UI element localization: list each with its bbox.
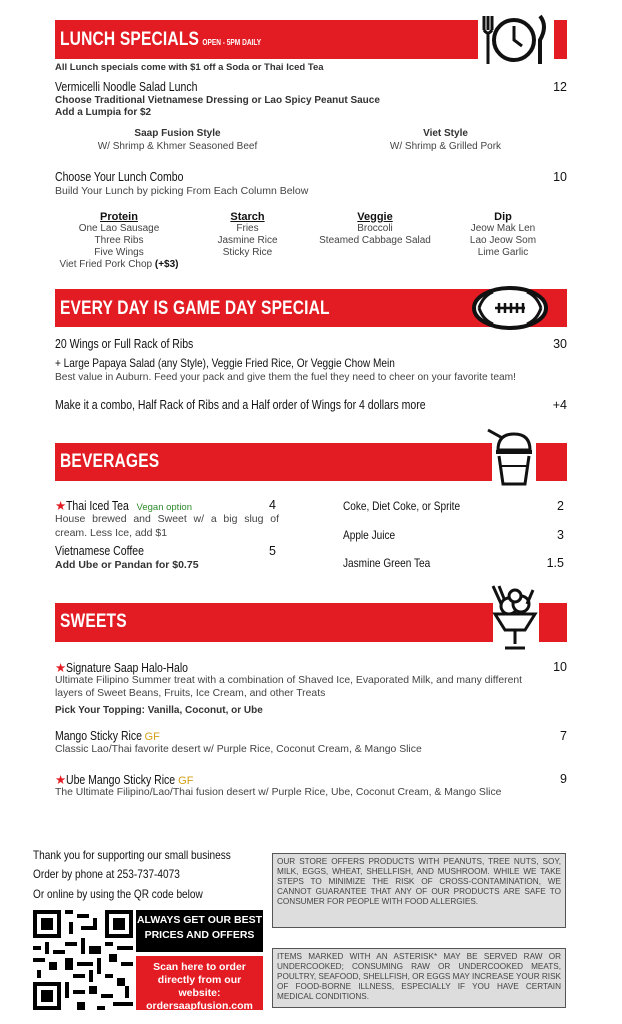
column-item: Jasmine Rice <box>217 235 278 246</box>
lunch-combo: Choose Your Lunch Combo <box>55 170 184 184</box>
column-starch <box>200 211 295 259</box>
lunch-combo-price: 10 <box>553 170 567 184</box>
column-protein <box>52 211 186 271</box>
column-veggie <box>312 211 438 247</box>
gameday-combo-price: +4 <box>552 398 567 412</box>
thanks-text: Thank you for supporting our small business <box>33 848 231 862</box>
gameday-combo: Make it a combo, Half Rack of Ribs and a Half order of Wings for 4 dollars more <box>55 398 426 412</box>
column-item: Steamed Cabbage Salad <box>319 235 431 246</box>
column-item: Viet Fried Pork Chop <box>59 259 153 270</box>
ube-mango-sticky-rice-desc: The Ultimate Filipino/Lao/Thai fusion desert w/ Purple Rice, Ube, Coconut Cream, & Mango Slice <box>55 787 502 798</box>
vermicelli-price: 12 <box>553 80 567 94</box>
soda: Coke, Diet Coke, or Sprite <box>343 499 461 513</box>
section-title: EVERY DAY IS GAME DAY SPECIAL <box>60 298 330 319</box>
asterisk-star: ★ <box>55 661 67 675</box>
lunch-note: All Lunch specials come with $1 off a Soda or Thai Iced Tea <box>55 62 324 73</box>
style-name: Saap Fusion Style <box>134 128 221 139</box>
section-title: LUNCH SPECIALS <box>60 29 200 50</box>
column-item: Broccoli <box>357 223 393 234</box>
column-item: Fries <box>236 223 259 234</box>
style-desc: W/ Shrimp & Grilled Pork <box>389 141 502 152</box>
column-header: Protein <box>100 211 138 223</box>
section-subtitle: OPEN - 5PM DAILY <box>202 38 262 47</box>
vermicelli-lunch: Vermicelli Noodle Salad Lunch <box>55 80 198 94</box>
gameday-price: 30 <box>553 337 567 351</box>
plate-fork-knife-icon <box>478 12 554 68</box>
football-icon <box>471 283 549 333</box>
gameday-wings-ribs: 20 Wings or Full Rack of Ribs <box>55 337 194 351</box>
column-item: Sticky Rice <box>222 247 273 258</box>
asterisk-star: ★ <box>55 499 67 513</box>
style-desc: W/ Shrimp & Khmer Seasoned Beef <box>97 141 258 152</box>
apple-juice: Apple Juice <box>343 528 396 542</box>
column-header: Starch <box>230 211 265 223</box>
sundae-icon <box>487 584 543 652</box>
column-header: Dip <box>494 211 512 223</box>
apple-juice-price: 3 <box>557 528 564 542</box>
mango-sticky-rice-price: 7 <box>560 729 567 743</box>
halo-halo-desc: Ultimate Filipino Summer treat with a combination of Shaved Ice, Evaporated Milk, and many different <box>55 675 523 686</box>
vegan-option-badge: Vegan option <box>136 502 193 513</box>
soda-price: 2 <box>557 499 564 513</box>
drink-cup-icon <box>482 426 544 488</box>
order-online: Or online by using the QR code below <box>33 887 203 901</box>
coffee-addon: Add Ube or Pandan for $0.75 <box>55 559 199 571</box>
style-name: Viet Style <box>423 128 468 139</box>
scan-order-box[interactable] <box>136 956 263 1010</box>
ube-mango-sticky-rice-price: 9 <box>560 772 567 786</box>
lunch-combo-desc: Build Your Lunch by picking From Each Column Below <box>55 185 309 197</box>
vermicelli-dressing: Choose Traditional Vietnamese Dressing or Lao Spicy Peanut Sauce <box>55 95 380 106</box>
jasmine-green-tea: Jasmine Green Tea <box>343 556 431 570</box>
halo-halo-price: 10 <box>553 660 567 674</box>
jasmine-green-tea-price: 1.5 <box>546 556 564 570</box>
halo-halo-desc-2: layers of Sweet Beans, Fruits, Ice Cream, and other Treats <box>55 688 326 699</box>
column-item: Jeow Mak Len <box>470 223 536 234</box>
section-title: BEVERAGES <box>60 451 160 472</box>
thai-iced-tea: Thai Iced Tea <box>66 499 130 513</box>
column-item: Five Wings <box>94 247 144 258</box>
gluten-free-badge: GF <box>178 775 194 787</box>
column-item: Three Ribs <box>94 235 144 246</box>
column-item: Lime Garlic <box>477 247 529 258</box>
scan-text: Scan here to order directly from our website: <box>153 961 246 999</box>
thai-iced-tea-desc: House brewed and Sweet w/ a big slug of cream. Less Ice, add $1 <box>55 513 279 539</box>
gameday-sides: + Large Papaya Salad (any Style), Veggie Fried Rice, Or Veggie Chow Mein <box>55 356 395 370</box>
mango-sticky-rice: Mango Sticky Rice <box>55 729 142 743</box>
qr-code-icon[interactable] <box>33 910 133 1010</box>
vermicelli-lumpia: Add a Lumpia for $2 <box>55 107 152 118</box>
gameday-desc: Best value in Auburn. Feed your pack and give them the fuel they need to cheer on your favorite team! <box>55 372 516 383</box>
style-saap-fusion <box>80 128 275 152</box>
section-title: SWEETS <box>60 611 127 632</box>
website-link[interactable]: ordersaapfusion.com <box>146 1000 253 1012</box>
column-header: Veggie <box>357 211 393 223</box>
allergy-disclaimer: OUR STORE OFFERS PRODUCTS WITH PEANUTS, TREE NUTS, SOY, MILK, EGGS, WHEAT, SHELLFISH, AND MUSHROOM. WHILE WE TAKE STEPS TO MINIMIZE THE RISK OF CROSS-CONTAMINATION, WE CANNOT GUARANTEE THAT ANY OF OUR PRODUCTS ARE SAFE TO CONSUMER FOR PEOPLE WITH FOOD ALLERGIES. <box>272 853 566 928</box>
mango-sticky-rice-desc: Classic Lao/Thai favorite desert w/ Purple Rice, Coconut Cream, & Mango Slice <box>55 744 422 755</box>
raw-food-disclaimer: ITEMS MARKED WITH AN ASTERISK* MAY BE SERVED RAW OR UNDERCOOKED; CONSUMING RAW OR UNDERCOOKED MEATS, POULTRY, SEAFOOD, SHELLFISH, OR EGGS MAY INCREASE YOUR RISK OF FOOD-BORNE ILLNESS, ESPECIALLY IF YOU HAVE CERTAIN MEDICAL CONDITIONS. <box>272 948 566 1008</box>
vietnamese-coffee-price: 5 <box>269 544 276 558</box>
column-item: Lao Jeow Som <box>469 235 537 246</box>
halo-halo-topping: Pick Your Topping: Vanilla, Coconut, or Ube <box>55 705 263 716</box>
thai-iced-tea-price: 4 <box>269 498 276 512</box>
asterisk-star: ★ <box>55 773 67 787</box>
order-phone: Order by phone at 253-737-4073 <box>33 867 180 881</box>
column-item: One Lao Sausage <box>78 223 160 234</box>
upcharge: (+$3) <box>154 259 179 270</box>
column-dip <box>458 211 548 259</box>
halo-halo: Signature Saap Halo-Halo <box>66 661 189 675</box>
style-viet <box>348 128 543 152</box>
ube-mango-sticky-rice: Ube Mango Sticky Rice <box>66 773 176 787</box>
promo-box: ALWAYS GET OUR BEST PRICES AND OFFERS <box>136 910 263 952</box>
vietnamese-coffee: Vietnamese Coffee <box>55 544 144 558</box>
gluten-free-badge: GF <box>144 731 160 743</box>
